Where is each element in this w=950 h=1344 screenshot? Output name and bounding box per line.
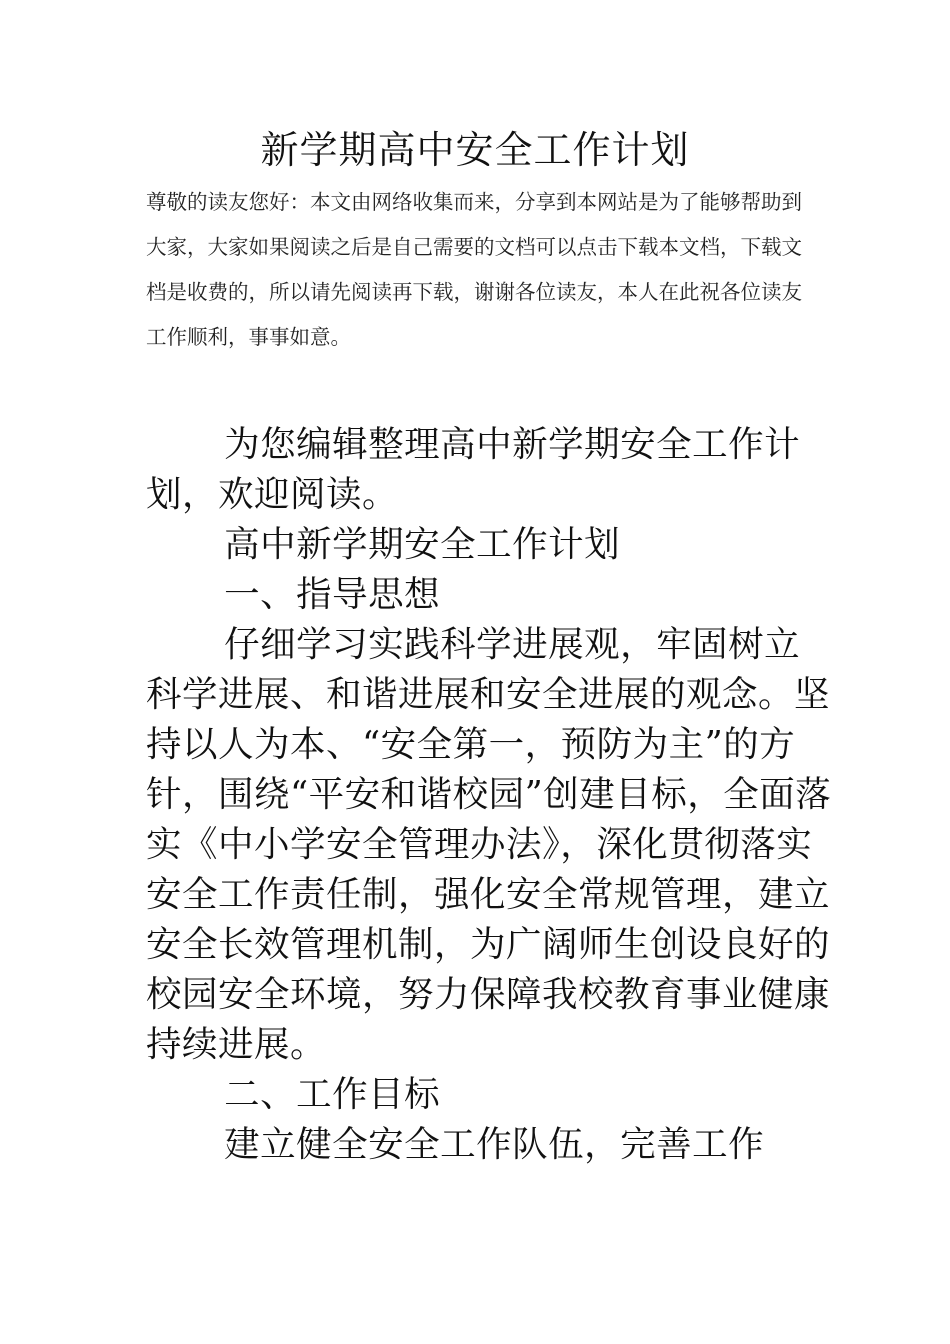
reader-notice: 尊敬的读友您好：本文由网络收集而来，分享到本网站是为了能够帮助到大家，大家如果阅读之后是自己需要的文档可以点击下载本文档，下载文档是收费的，所以请先阅读再下载，谢谢各位读友，本人在此祝各位读友工作顺利，事事如意。	[146, 190, 802, 349]
intro-paragraph: 为您编辑整理高中新学期安全工作计划，欢迎阅读。	[146, 424, 801, 515]
section-heading-work-goals: 二、工作目标	[224, 1074, 441, 1115]
guiding-ideology-paragraph: 仔细学习实践科学进展观，牢固树立科学进展、和谐进展和安全进展的观念。坚持以人为本、“安全第一，预防为主”的方针，围绕“平安和谐校园”创建目标，全面落实《中小学安全管理办法》，深化贯彻落实安全工作责任制，强化安全常规管理，建立安全长效管理机制，为广阔师生创设良好的校园安全环境，努力保障我校教育事业健康持续进展。	[146, 624, 832, 1065]
section-heading-guiding-ideology: 一、指导思想	[224, 574, 441, 615]
document-body	[146, 420, 836, 1170]
work-goals-paragraph: 建立健全安全工作队伍，完善工作	[224, 1124, 765, 1165]
document-title: 新学期高中安全工作计划	[260, 128, 690, 172]
section-heading-plan: 高中新学期安全工作计划	[224, 524, 621, 565]
